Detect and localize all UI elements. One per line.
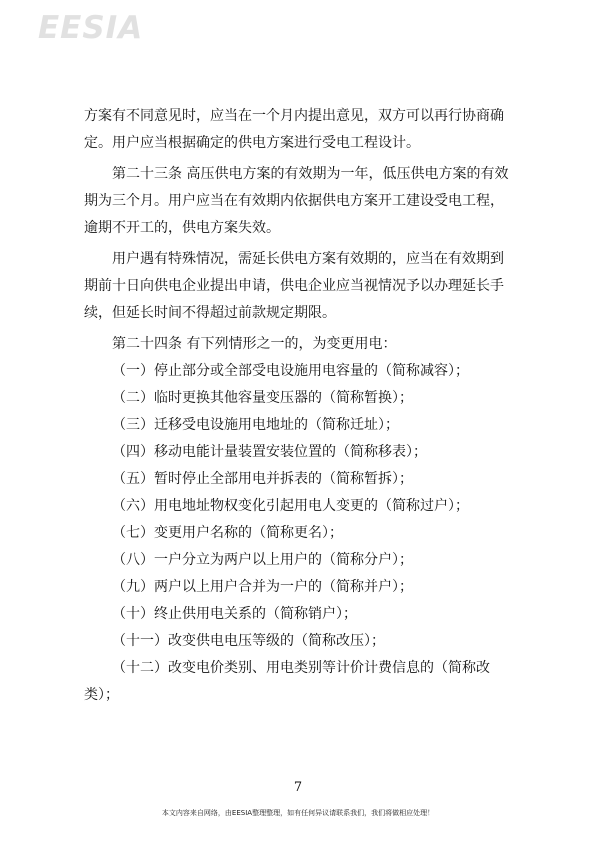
list-item: （四）移动电能计量装置安装位置的（简称移表）； (112, 444, 427, 460)
footer-notice: 本文内容来自网络，由EESIA整理整理，如有任何异议请联系我们，我们将做相应处理！ (161, 809, 435, 817)
article-23: 第二十三条 高压供电方案的有效期为一年，低压供电方案的有效期为三个月。用户应当在有效期内依据供电方案开工建设受电工程，逾期不开工的，供电方案失效。 (84, 166, 509, 236)
list-item: （十一）改变供电电压等级的（简称改压）； (112, 633, 385, 649)
list-item: （八）一户分立为两户以上用户的（简称分户）； (112, 552, 413, 568)
eesia-logo: EESIA (38, 10, 144, 46)
article-24-heading: 第二十四条 有下列情形之一的，为变更用电： (112, 336, 397, 352)
list-item: （七）变更用户名称的（简称更名）； (112, 525, 343, 541)
paragraph-continuation: 方案有不同意见时，应当在一个月内提出意见，双方可以再行协商确定。用户应当根据确定的供电方案进行受电工程设计。 (84, 108, 504, 151)
page-number: 7 (293, 780, 303, 795)
list-item: （一）停止部分或全部受电设施用电容量的（简称减容）； (112, 363, 469, 379)
list-item: （二）临时更换其他容量变压器的（简称暂换）； (112, 390, 413, 406)
list-item: （三）迁移受电设施用电地址的（简称迁址）； (112, 417, 399, 433)
list-item: （十二）改变电价类别、用电类别等计价计费信息的（简称改类）； (84, 660, 490, 703)
article-23-extension: 用户遇有特殊情况，需延长供电方案有效期的，应当在有效期到期前十日向供电企业提出申请，供电企业应当视情况予以办理延长手续，但延长时间不得超过前款规定期限。 (84, 251, 504, 321)
list-item: （五）暂时停止全部用电并拆表的（简称暂拆）； (112, 471, 413, 487)
list-item: （九）两户以上用户合并为一户的（简称并户）； (112, 579, 413, 595)
document-body (84, 103, 516, 709)
list-item: （十）终止供用电关系的（简称销户）； (112, 606, 357, 622)
list-item: （六）用电地址物权变化引起用电人变更的（简称过户）； (112, 498, 469, 514)
